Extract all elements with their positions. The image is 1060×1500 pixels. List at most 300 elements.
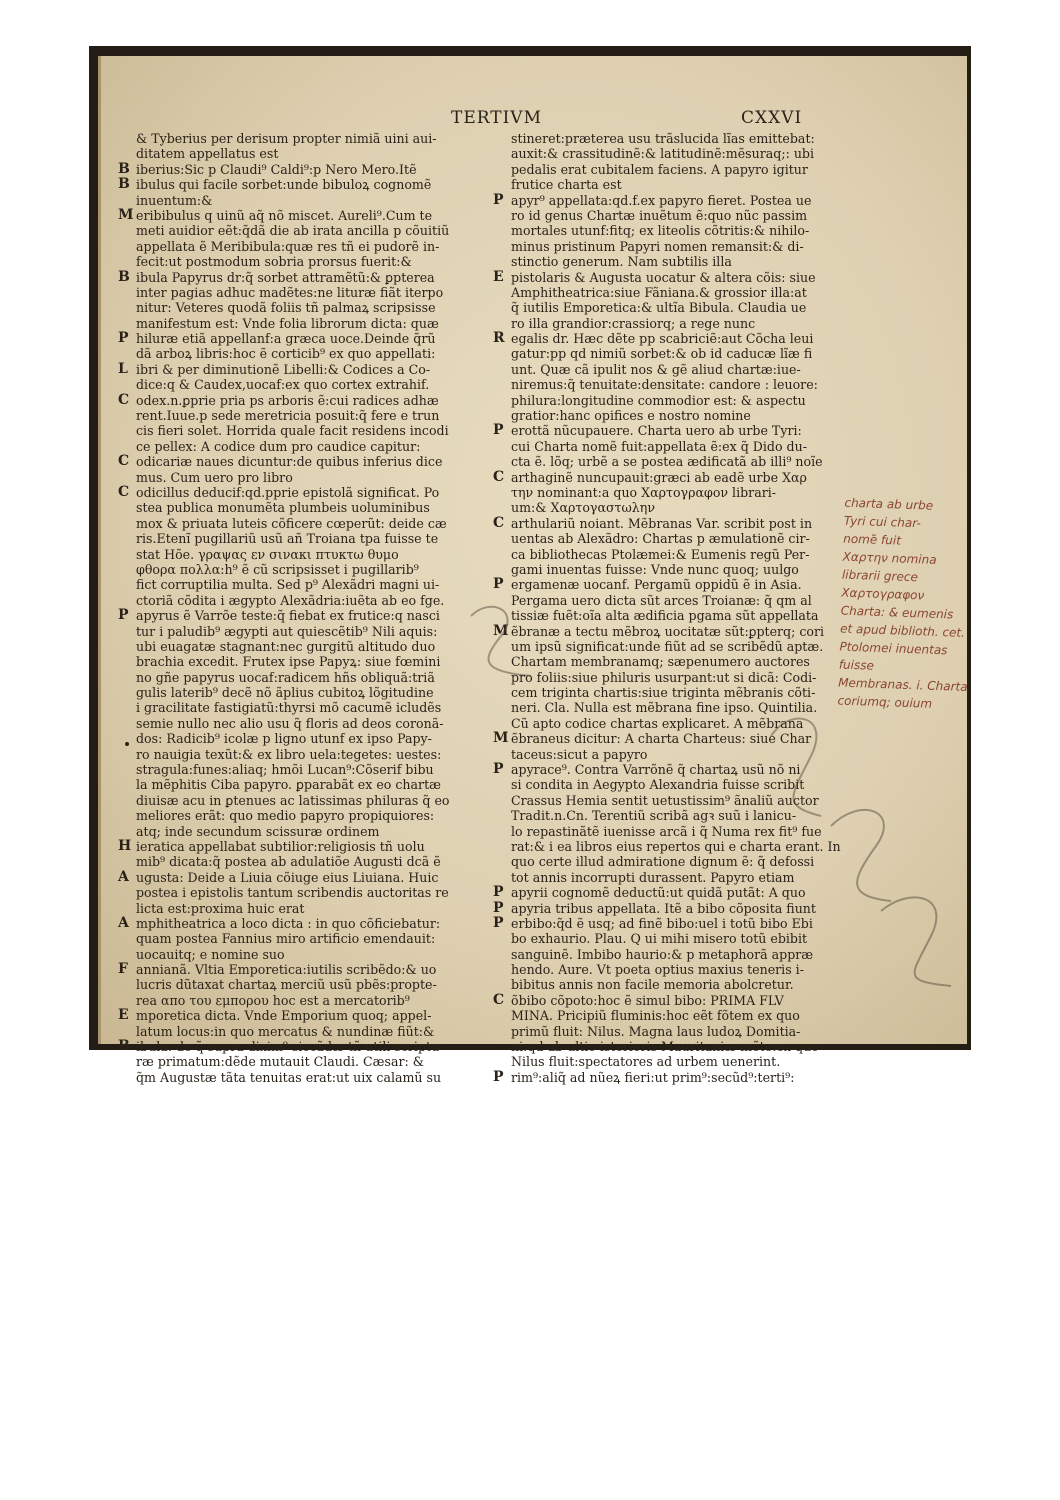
text-line bbox=[493, 439, 838, 454]
folio-number: CXXVI bbox=[741, 108, 803, 128]
line-text: Nilus fluit:spectatores ad urbem uenerint. bbox=[511, 1054, 781, 1070]
initial-letter bbox=[493, 777, 511, 792]
initial-letter bbox=[118, 439, 136, 454]
initial-letter: B bbox=[118, 160, 130, 177]
initial-letter: P bbox=[493, 884, 504, 901]
line-text: apyrii cognomẽ deductũ:ut quidã putãt: A quo bbox=[511, 885, 806, 901]
line-text: atq; inde secundum scissuræ ordinem bbox=[136, 823, 380, 839]
initial-letter bbox=[118, 716, 136, 731]
line-text: postea i epistolis tantum scribendis auctoritas re bbox=[136, 885, 449, 901]
text-line bbox=[118, 962, 463, 977]
initial-letter bbox=[493, 870, 511, 885]
initial-letter bbox=[118, 854, 136, 869]
text-line bbox=[493, 500, 838, 515]
line-text: rat:& i ea libros eius repertos qui e charta erant. In bbox=[511, 838, 841, 854]
initial-letter bbox=[118, 793, 136, 808]
line-text: nitur: Veteres quodã foliis tñ palmaꝝ scripsisse bbox=[136, 300, 436, 316]
text-line bbox=[118, 777, 463, 792]
line-text: quo certe illud admiratione dignum ẽ: q̃ defossi bbox=[511, 854, 815, 870]
marginal-note-line: Tyri cui char- bbox=[843, 513, 922, 531]
line-text: ieratica appellabat subtilior:religiosis tñ uolu bbox=[136, 838, 425, 854]
marginal-note-line: Ptolomei inuentas bbox=[839, 639, 948, 658]
line-text: apyria tribus appellata. Itẽ a bibo cõposita fiunt bbox=[511, 900, 816, 916]
initial-letter bbox=[493, 531, 511, 546]
line-text: lo repastinãtẽ iuenisse arcã i q̃ Numa rex fit⁹ fue bbox=[511, 823, 822, 839]
line-text: ro nauigia texũt:& ex libro uela:tegetes: uestes: bbox=[136, 746, 442, 762]
initial-letter bbox=[118, 423, 136, 438]
initial-letter bbox=[118, 470, 136, 485]
line-text: gami inuentas fuisse: Vnde nunc quoq; uulgo bbox=[511, 561, 799, 577]
initial-letter bbox=[118, 685, 136, 700]
line-text: φθορα πολλα:h⁹ ẽ cũ scripsisset i pugillarib⁹ bbox=[136, 561, 419, 577]
margin-dot bbox=[125, 742, 129, 746]
line-text: ẽbraneus dicitur: A charta Charteus: siue Char bbox=[511, 731, 812, 747]
text-line bbox=[118, 1070, 463, 1085]
line-text: odicariæ naues dicuntur:de quibus inferius dice bbox=[136, 454, 443, 470]
running-title: TERTIVM bbox=[451, 108, 542, 128]
line-text: Cũ apto codice chartas explicaret. A mẽbrana bbox=[511, 715, 804, 731]
initial-letter bbox=[493, 408, 511, 423]
initial-letter bbox=[118, 146, 136, 161]
initial-letter bbox=[118, 885, 136, 900]
initial-letter bbox=[118, 901, 136, 916]
initial-letter: P bbox=[493, 576, 504, 593]
line-text: dã arboꝝ libris:hoc ẽ corticib⁹ ex quo appellati: bbox=[136, 346, 436, 362]
initial-letter bbox=[493, 824, 511, 839]
initial-letter bbox=[118, 639, 136, 654]
line-text: gratior:hanc opifices e nostro nomine bbox=[511, 408, 751, 424]
initial-letter: P bbox=[493, 422, 504, 439]
text-line bbox=[493, 223, 838, 238]
text-line bbox=[118, 885, 463, 900]
text-line bbox=[493, 531, 838, 546]
line-text: cis fieri solet. Horrida quale facit residens incodi bbox=[136, 423, 449, 439]
marginal-note-line: Charta: & eumenis bbox=[840, 603, 954, 622]
library-stamp-mark bbox=[751, 696, 971, 996]
text-line bbox=[118, 454, 463, 469]
initial-letter bbox=[493, 808, 511, 823]
line-text: õbibo cõpoto:hoc ẽ simul bibo: PRIMA FLV bbox=[511, 992, 784, 1008]
initial-letter bbox=[118, 531, 136, 546]
text-line bbox=[118, 162, 463, 177]
line-text: ditatem appellatus est bbox=[136, 146, 279, 162]
initial-letter bbox=[118, 239, 136, 254]
initial-letter bbox=[493, 1024, 511, 1039]
initial-letter: B bbox=[118, 1038, 130, 1055]
line-text: q̃ iutilis Emporetica:& ultĩa Bibula. Claudia ue bbox=[511, 300, 807, 316]
initial-letter bbox=[493, 131, 511, 146]
initial-letter bbox=[118, 547, 136, 562]
initial-letter bbox=[118, 824, 136, 839]
line-text: ce pellex: A codice dum pro caudice capitur: bbox=[136, 438, 421, 454]
marginal-note-line: librarii grece bbox=[841, 567, 919, 585]
text-line bbox=[118, 916, 463, 931]
line-text: uentas ab Alexãdro: Chartas p æmulationẽ cir- bbox=[511, 531, 810, 547]
initial-letter: P bbox=[493, 899, 504, 916]
line-text: ubi euagatæ stagnant:nec gurgitũ altitudo duo bbox=[136, 638, 436, 654]
initial-letter bbox=[493, 146, 511, 161]
initial-letter bbox=[118, 316, 136, 331]
line-text: mus. Cum uero pro libro bbox=[136, 469, 293, 485]
initial-letter bbox=[118, 500, 136, 515]
text-line bbox=[118, 731, 463, 746]
initial-letter bbox=[118, 977, 136, 992]
text-line bbox=[118, 593, 463, 608]
text-line bbox=[493, 239, 838, 254]
text-line bbox=[118, 670, 463, 685]
text-line bbox=[118, 747, 463, 762]
initial-letter: P bbox=[493, 191, 504, 208]
initial-letter bbox=[118, 670, 136, 685]
line-text: cui Charta nomẽ fuit:appellata ẽ:ex q̃ Dido du- bbox=[511, 438, 807, 454]
text-line bbox=[493, 146, 838, 161]
line-text: uocauitq; e nomine suo bbox=[136, 946, 285, 962]
initial-letter: F bbox=[118, 961, 128, 978]
text-line bbox=[118, 485, 463, 500]
text-line bbox=[118, 331, 463, 346]
line-text: um:& Χαρτογαστωλην bbox=[511, 500, 655, 516]
line-text: ibri & per diminutionẽ Libelli:& Codices a Co- bbox=[136, 361, 431, 377]
initial-letter bbox=[493, 377, 511, 392]
line-text: erbibo:q̃d ẽ usq; ad finẽ bibo:uel i totũ bibo Ebi bbox=[511, 915, 813, 931]
text-line bbox=[493, 316, 838, 331]
text-line bbox=[118, 131, 463, 146]
initial-letter: P bbox=[493, 914, 504, 931]
initial-letter bbox=[493, 485, 511, 500]
line-text: mphitheatrica a loco dicta : in quo cõficiebatur: bbox=[136, 915, 441, 931]
line-text: dos: Radicib⁹ icolæ p ligno utunf ex ipso Papy- bbox=[136, 731, 432, 747]
text-line bbox=[493, 331, 838, 346]
initial-letter: C bbox=[493, 468, 505, 485]
text-line bbox=[118, 624, 463, 639]
initial-letter bbox=[493, 362, 511, 377]
initial-letter bbox=[493, 208, 511, 223]
line-text: ro illa grandior:crassiorq; a rege nunc bbox=[511, 315, 756, 331]
line-text: apyr⁹ appellata:qd.f.ex papyro fieret. Postea ue bbox=[511, 192, 812, 208]
line-text: si condita in Aegypto Alexandria fuisse scribit bbox=[511, 777, 805, 793]
text-line bbox=[493, 423, 838, 438]
text-line bbox=[118, 762, 463, 777]
initial-letter: C bbox=[118, 391, 130, 408]
marginal-note-line: coriumq; ouium bbox=[837, 693, 933, 711]
initial-letter bbox=[493, 254, 511, 269]
initial-letter bbox=[118, 747, 136, 762]
line-text: annianã. Vltia Emporetica:iutilis scribẽdo:& uo bbox=[136, 962, 437, 978]
initial-letter bbox=[118, 700, 136, 715]
marginal-note-line: Χαρτην nomina bbox=[842, 549, 937, 567]
initial-letter bbox=[118, 931, 136, 946]
text-line bbox=[118, 208, 463, 223]
text-line bbox=[493, 393, 838, 408]
line-text: um ipsũ significat:unde fiũt ad se scribẽdũ aptæ. bbox=[511, 638, 824, 654]
initial-letter bbox=[118, 947, 136, 962]
line-text: pedalis erat cubitalem faciens. A papyro igitur bbox=[511, 161, 808, 177]
initial-letter bbox=[493, 239, 511, 254]
marginal-note-line: charta ab urbe bbox=[844, 495, 934, 513]
initial-letter bbox=[118, 1024, 136, 1039]
text-line bbox=[493, 362, 838, 377]
line-text: ergamenæ uocanf. Pergamũ oppidũ ẽ in Asia. bbox=[511, 577, 802, 593]
initial-letter bbox=[118, 993, 136, 1008]
line-text: arthulariũ noiant. Mẽbranas Var. scribit post in bbox=[511, 515, 813, 531]
line-text: stineret:præterea usu trãslucida lĩas emittebat: bbox=[511, 131, 815, 146]
initial-letter bbox=[493, 1008, 511, 1023]
line-text: ni:qd ab ultio isterioris Mauritaniæ mõte:ex quo bbox=[511, 1039, 819, 1055]
line-text: manifestum est: Vnde folia librorum dicta: quæ bbox=[136, 315, 439, 331]
initial-letter: M bbox=[493, 730, 509, 747]
initial-letter: C bbox=[118, 483, 130, 500]
line-text: brachia excedit. Frutex ipse Papyꝝ: siue fœmini bbox=[136, 654, 441, 670]
initial-letter bbox=[493, 500, 511, 515]
initial-letter bbox=[118, 285, 136, 300]
line-text: primũ fluit: Nilus. Magna laus ludoꝝ Domitia- bbox=[511, 1023, 801, 1039]
initial-letter bbox=[118, 408, 136, 423]
line-text: neri. Cla. Nulla est mẽbrana fine ipso. Quintilia. bbox=[511, 700, 818, 716]
text-line bbox=[118, 562, 463, 577]
initial-letter bbox=[118, 624, 136, 639]
text-line bbox=[118, 993, 463, 1008]
line-text: dice:q & Caudex,uocaf:ex quo cortex extrahif. bbox=[136, 377, 430, 393]
line-text: Tradit.n.Cn. Terentiũ scribã agꝛ suũ i lanicu- bbox=[511, 808, 797, 824]
initial-letter bbox=[493, 700, 511, 715]
initial-letter bbox=[493, 962, 511, 977]
line-text: iberius:Sic p Claudi⁹ Caldi⁹:p Nero Mero.Itẽ bbox=[136, 161, 417, 177]
line-text: latum locus:in quo mercatus & nundinæ fiũt:& bbox=[136, 1023, 435, 1039]
initial-letter bbox=[118, 562, 136, 577]
initial-letter bbox=[118, 346, 136, 361]
line-text: mib⁹ dicata:q̃ postea ab adulatiõe Augusti dcã ẽ bbox=[136, 854, 441, 870]
line-text: ẽbranæ a tectu mẽbroꝝ uocitatæ sũt:ꝑpterq; cori bbox=[511, 623, 825, 639]
line-text: quam postea Fannius miro artificio emendauit: bbox=[136, 931, 436, 947]
initial-letter bbox=[118, 223, 136, 238]
initial-letter bbox=[118, 516, 136, 531]
text-line bbox=[493, 1054, 838, 1069]
line-text: ca bibliothecas Ptolæmei:& Eumenis regũ Per- bbox=[511, 546, 810, 562]
line-text: rim⁹:aliq̃ ad nũeꝝ fieri:ut prim⁹:secũd⁹:terti⁹: bbox=[511, 1069, 795, 1085]
text-line bbox=[493, 377, 838, 392]
line-text: Chartam membranamq; sæpenumero auctores bbox=[511, 654, 810, 670]
text-line bbox=[118, 854, 463, 869]
text-line bbox=[118, 716, 463, 731]
text-line bbox=[118, 1008, 463, 1023]
initial-letter bbox=[118, 193, 136, 208]
text-line bbox=[118, 393, 463, 408]
line-text: ro id genus Chartæ inuẽtum ẽ:quo nũc passim bbox=[511, 207, 808, 223]
text-line bbox=[118, 285, 463, 300]
text-line bbox=[118, 193, 463, 208]
initial-letter bbox=[493, 747, 511, 762]
text-line bbox=[493, 547, 838, 562]
line-text: cta ẽ. lõq; urbẽ a se postea ædificatã ab illi⁹ noĩe bbox=[511, 454, 823, 470]
line-text: philura:longitudine commodior est: & aspectu bbox=[511, 392, 806, 408]
text-line bbox=[118, 824, 463, 839]
line-text: rea απο του εμπορου hoc est a mercatorib⁹ bbox=[136, 992, 410, 1008]
marginal-note-line: Membranas. i. Charta bbox=[837, 675, 968, 695]
text-line bbox=[493, 485, 838, 500]
line-text: stat Hõe. γραψας εν σινακι πτυκτω θυμο bbox=[136, 546, 399, 562]
initial-letter: C bbox=[493, 991, 505, 1008]
text-line bbox=[118, 947, 463, 962]
line-text: ctoriã cõdita i ægypto Alexãdria:iuẽta ab eo fge. bbox=[136, 592, 445, 608]
text-line bbox=[493, 346, 838, 361]
initial-letter: B bbox=[118, 268, 130, 285]
text-line bbox=[118, 254, 463, 269]
text-line bbox=[118, 547, 463, 562]
text-line bbox=[493, 270, 838, 285]
initial-letter bbox=[493, 177, 511, 192]
marginal-note-line: et apud biblioth. cet. bbox=[839, 621, 966, 640]
line-text: odex.n.ꝑprie pria ps arboris ẽ:cui radices adhæ bbox=[136, 392, 439, 408]
text-line bbox=[118, 377, 463, 392]
initial-letter bbox=[493, 547, 511, 562]
line-text: stragula:funes:aliaq; hmõi Lucan⁹:Cõserif bibu bbox=[136, 762, 434, 778]
initial-letter: A bbox=[118, 868, 129, 885]
line-text: bo exhaurio. Plau. Q ui mihi misero totũ ebibit bbox=[511, 931, 808, 947]
line-text: semie nullo nec alio usu q̃ floris ad deos coronã- bbox=[136, 715, 444, 731]
line-text: taceus:sicut a papyro bbox=[511, 746, 648, 762]
text-line bbox=[118, 239, 463, 254]
line-text: stea publica monumẽta plumbeis uoluminibus bbox=[136, 500, 430, 516]
initial-letter: P bbox=[493, 1068, 504, 1085]
text-line bbox=[118, 870, 463, 885]
initial-letter bbox=[493, 977, 511, 992]
initial-letter bbox=[118, 254, 136, 269]
text-line bbox=[493, 131, 838, 146]
line-text: & Tyberius per derisum propter nimiã uini aui- bbox=[136, 131, 437, 146]
initial-letter: R bbox=[493, 330, 505, 347]
line-text: ibula Papyrus dr:q̃ sorbet attramẽtũ:& ꝑpterea bbox=[136, 269, 435, 285]
line-text: Amphitheatrica:siue Fãniana.& grossior illa:at bbox=[511, 284, 807, 300]
line-text: fecit:ut postmodum sobria prorsus fuerit:& bbox=[136, 254, 412, 270]
scanned-page-frame bbox=[89, 46, 971, 1085]
text-line bbox=[118, 300, 463, 315]
text-line bbox=[493, 300, 838, 315]
text-line bbox=[118, 500, 463, 515]
line-text: gulis laterib⁹ decẽ nõ ãplius cubitoꝝ lõgitudine bbox=[136, 685, 434, 701]
initial-letter bbox=[493, 454, 511, 469]
text-line bbox=[118, 793, 463, 808]
text-line bbox=[493, 177, 838, 192]
line-text: licta est:proxima huic erat bbox=[136, 900, 305, 916]
initial-letter: B bbox=[118, 176, 130, 193]
text-line bbox=[118, 531, 463, 546]
line-text: mox & priuata luteis cõficere cœperũt: deide cæ bbox=[136, 515, 447, 531]
line-text: minus pristinum Papyri nomen remansit:& di- bbox=[511, 238, 804, 254]
initial-letter bbox=[493, 1054, 511, 1069]
initial-letter: P bbox=[118, 607, 129, 624]
initial-letter bbox=[493, 346, 511, 361]
initial-letter bbox=[118, 577, 136, 592]
initial-letter bbox=[493, 439, 511, 454]
line-text: egalis dr. Hæc dẽte pp scabriciẽ:aut Cõcha leui bbox=[511, 331, 814, 347]
text-line bbox=[118, 931, 463, 946]
marginal-note-line: Χαρτογραφον bbox=[841, 585, 925, 603]
line-text: cem triginta chartis:siue triginta mẽbranis cõti- bbox=[511, 685, 816, 701]
text-line bbox=[118, 654, 463, 669]
text-line bbox=[118, 977, 463, 992]
text-line bbox=[493, 1024, 838, 1039]
marginal-note-line: fuisse bbox=[838, 657, 875, 673]
line-text: appellata ẽ Meribibula:quæ res tñ ei pudorẽ in- bbox=[136, 238, 440, 254]
text-line bbox=[118, 1054, 463, 1069]
text-line bbox=[118, 577, 463, 592]
line-text: ibula: de q̃ supra dixim⁹ siccãdæ tñ utili scriptu- bbox=[136, 1039, 444, 1055]
line-text: frutice charta est bbox=[511, 177, 622, 193]
line-text: hiluræ etiã appellanf:a græca uoce.Deinde q̃rũ bbox=[136, 331, 436, 347]
text-line bbox=[493, 577, 838, 592]
line-text: mporetica dicta. Vnde Emporium quoq; appel- bbox=[136, 1008, 432, 1024]
line-text: arthaginẽ nuncupauit:græci ab eadẽ urbe Χαρ bbox=[511, 469, 807, 485]
initial-letter bbox=[118, 300, 136, 315]
initial-letter bbox=[493, 931, 511, 946]
running-header bbox=[101, 102, 967, 132]
text-line bbox=[118, 1039, 463, 1054]
initial-letter bbox=[118, 131, 136, 146]
line-text: inter pagias adhuc madẽtes:ne lituræ fiãt iterpo bbox=[136, 284, 444, 300]
initial-letter: P bbox=[493, 761, 504, 778]
initial-letter bbox=[118, 377, 136, 392]
line-text: ibulus qui facile sorbet:unde bibuloꝝ cognomẽ bbox=[136, 177, 432, 193]
line-text: pro foliis:siue philuris usurpant:ut si dicã: Codi- bbox=[511, 669, 817, 685]
initial-letter bbox=[493, 285, 511, 300]
initial-letter bbox=[118, 1054, 136, 1069]
line-text: bibitus annis non facile memoria abolcretur. bbox=[511, 977, 794, 993]
initial-letter bbox=[118, 654, 136, 669]
initial-letter: M bbox=[493, 622, 509, 639]
text-line bbox=[118, 1024, 463, 1039]
line-text: i gracilitate fastigiatũ:thyrsi mõ cacumẽ icludẽs bbox=[136, 700, 442, 716]
text-line bbox=[493, 1008, 838, 1023]
line-text: lucris dũtaxat chartaꝝ merciũ usũ pbẽs:propte- bbox=[136, 977, 437, 993]
initial-letter bbox=[493, 300, 511, 315]
text-line bbox=[118, 423, 463, 438]
initial-letter bbox=[493, 316, 511, 331]
text-line bbox=[493, 1070, 838, 1085]
initial-letter bbox=[493, 223, 511, 238]
line-text: fict corruptilia multa. Sed p⁹ Alexãdri magni ui- bbox=[136, 577, 440, 593]
initial-letter: E bbox=[493, 268, 504, 285]
text-line bbox=[118, 516, 463, 531]
text-line bbox=[493, 193, 838, 208]
line-text: tur i paludib⁹ ægypti aut quiescẽtib⁹ Nili aquis: bbox=[136, 623, 438, 639]
line-text: mortales utunf:fitq; ex liteolis cõtritis:& nihilo- bbox=[511, 223, 810, 239]
text-line bbox=[118, 901, 463, 916]
line-text: meti auidior eẽt:q̃dã die ab irata ancilla p cõuitiũ bbox=[136, 223, 450, 239]
text-line bbox=[118, 177, 463, 192]
initial-letter: C bbox=[493, 514, 505, 531]
text-line bbox=[493, 470, 838, 485]
initial-letter: M bbox=[118, 206, 134, 223]
text-line bbox=[118, 608, 463, 623]
text-line bbox=[493, 208, 838, 223]
initial-letter bbox=[493, 1039, 511, 1054]
left-text-column bbox=[118, 131, 463, 1085]
initial-letter bbox=[493, 685, 511, 700]
line-text: no gñe papyrus uocaf:radicem hñs obliquã:triã bbox=[136, 669, 435, 685]
text-line bbox=[493, 162, 838, 177]
line-text: hendo. Aure. Vt poeta optius maxius teneris i- bbox=[511, 962, 804, 978]
line-text: eribibulus q uinũ aq̃ nõ miscet. Aureli⁹.Cum te bbox=[136, 207, 433, 223]
line-text: ræ primatum:dẽde mutauit Claudi. Cæsar: & bbox=[136, 1054, 424, 1070]
initial-letter: L bbox=[118, 360, 128, 377]
line-text: rent.Iuue.p sede meretricia posuit:q̃ fere e trun bbox=[136, 408, 440, 424]
text-line bbox=[493, 562, 838, 577]
text-line bbox=[118, 808, 463, 823]
text-line bbox=[118, 346, 463, 361]
stamp-mark-center bbox=[461, 596, 551, 686]
initial-letter: A bbox=[118, 914, 129, 931]
handwritten-marginalia bbox=[837, 494, 984, 715]
